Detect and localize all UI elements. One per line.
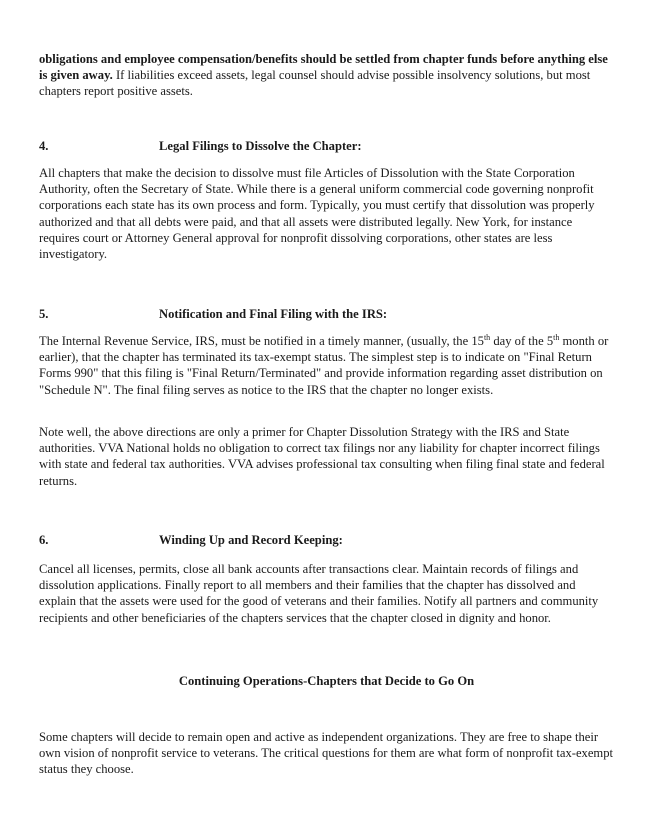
continuing-body <box>39 729 614 778</box>
section-4-paragraph: All chapters that make the decision to dissolve must file Articles of Dissolution with the State Corporation Authority, often the Secretary of State. While there is a general uniform commercial code governing nonprofit corporations each state has its own process and form. Typically, you must certify that dissolution was properly authorized and that all debts were paid, and that all assets were distributed legally. New York, for instance requires court or Attorney General approval for nonprofit dissolving corporations, other states are less investigatory. <box>39 166 595 262</box>
continuing-paragraph: Some chapters will decide to remain open and active as independent organizations. They are free to shape their own vision of nonprofit service to veterans. The critical questions for them are what form of nonprofit tax-exempt status they choose. <box>39 730 614 777</box>
section-6-body <box>39 561 614 626</box>
section-5-body <box>39 333 614 398</box>
section-5-paragraph-1: The Internal Revenue Service, IRS, must be notified in a timely manner, (usually, the 15th day of the 5th month or earlier), that the chapter has terminated its tax-exempt status. The simplest step is to indicate on "Final Return Forms 990" that this filing is "Final Return/Terminated" and provide information regarding asset distribution on "Schedule N". The final filing serves as notice to the IRS that the chapter no longer exists. <box>39 332 609 397</box>
section-5-note <box>39 424 614 489</box>
section-4-title: Legal Filings to Dissolve the Chapter: <box>159 139 362 153</box>
section-4-body <box>39 165 614 262</box>
section-5-number: 5. <box>39 307 49 321</box>
intro-bold-text: obligations and employee compensation/benefits should be settled from chapter funds before anything else is given away. <box>39 52 608 83</box>
section-5-paragraph-2: Note well, the above directions are only a primer for Chapter Dissolution Strategy with the IRS and State authorities. VVA National holds no obligation to correct tax filings nor any liability for chapter incorrect filings with state and federal tax authorities. VVA advises professional tax consulting when filing final state and federal returns. <box>39 425 605 488</box>
section-6-title: Winding Up and Record Keeping: <box>159 533 343 547</box>
section-6-paragraph: Cancel all licenses, permits, close all bank accounts after transactions clear. Maintain records of filings and dissolution applications. Finally report to all members and their families that the chapter has dissolved and explain that the assets were used for the good of veterans and their families. Notify all partners and community recipients and other beneficiaries of the chapters services that the chapter closed in dignity and honor. <box>39 562 599 625</box>
intro-paragraph <box>39 51 614 100</box>
continuing-heading: Continuing Operations-Chapters that Decide to Go On <box>178 674 475 688</box>
intro-text: If liabilities exceed assets, legal counsel should advise possible insolvency solutions, but most chapters report positive assets. <box>39 68 591 99</box>
section-5-title: Notification and Final Filing with the IRS: <box>159 307 388 321</box>
section-4-number: 4. <box>39 139 49 153</box>
section-6-number: 6. <box>39 533 49 547</box>
